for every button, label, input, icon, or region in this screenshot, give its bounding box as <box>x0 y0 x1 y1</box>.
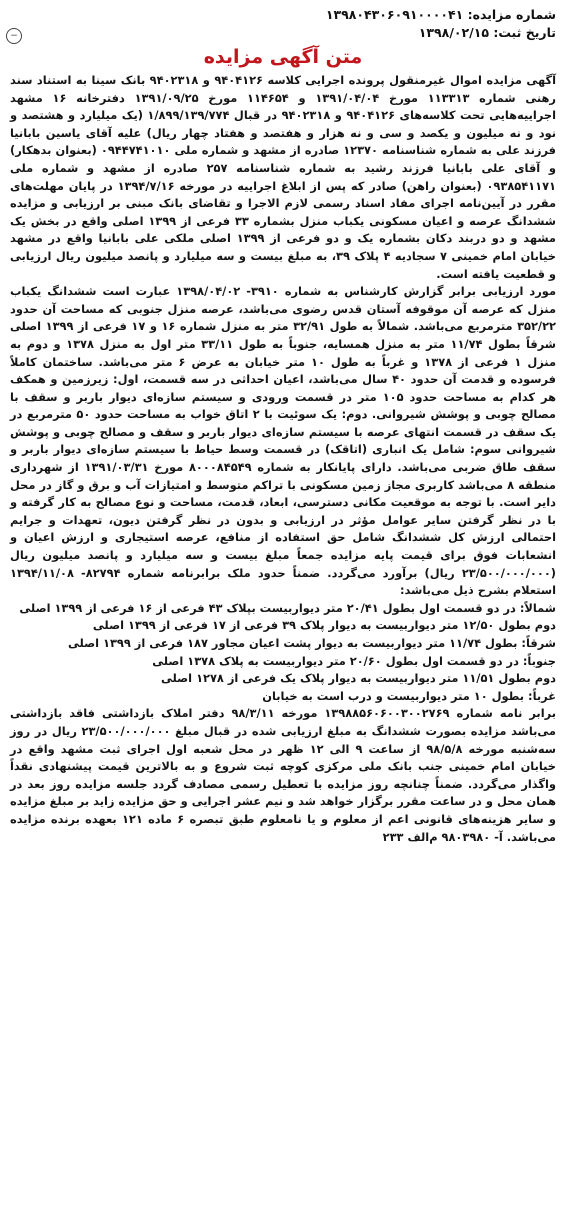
boundary-line: دوم بطول ۱۲/۵۰ متر دیواربیست به دیوار پلاک ۳۹ فرعی از ۱۷ فرعی از ۱۳۹۹ اصلی <box>92 618 556 633</box>
auction-number: شماره مزایده: ۱۳۹۸۰۴۳۰۶۰۹۱۰۰۰۰۴۱ <box>325 7 556 22</box>
registration-date: تاریخ ثبت: ۱۳۹۸/۰۲/۱۵ <box>418 25 556 40</box>
closing-paragraph: برابر نامه شماره ۱۳۹۸۸۵۶۰۶۰۰۳۰۰۲۷۶۹ مورخه ۹۸/۳/۱۱ دفتر املاک بازداشتی فاقد بازداشتی می‌باشد مزایده بصورت ششدانگ به مبلغ ارزیابی شده در قبال مبلغ ۲۳/۵۰۰/۰۰۰/۰۰۰ ریال در روز سه‌شنبه مورخه ۹۸/۵/۸ از ساعت ۹ الی ۱۲ ظهر در محل شعبه اول اجرای ثبت مشهد واقع در خیابان امام خمینی جنب بانک ملی مرکزی کوچه ثبت شروع و به بالاترین قیمت پیشنهادی نقداً واگذار می‌گردد. ضمناً چنانچه روز مزایده با تعطیل رسمی مصادف گردد جلسه مزایده روز بعد در همان محل و در ساعت مقرر برگزار خواهد شد و نیم عشر اجرایی و حق مزایده زاید بر مبلغ مزایده و سایر هزینه‌های قانونی اعم از معلوم و یا نامعلوم طبق تبصره ۶ ماده ۱۲۱ بعهده برنده مزایده می‌باشد. آ- ۹۸۰۳۹۸۰ م‌الف ۲۳۳ <box>10 706 556 844</box>
assessment-paragraph: مورد ارزیابی برابر گزارش کارشناس به شماره ۳۹۱۰- ۱۳۹۸/۰۴/۰۲ عبارت است ششدانگ یکباب منزل که عرصه آن موقوفه آستان قدس رضوی می‌باشد، عرصه منزل جنوبی که مساحت آن حدود ۳۵۲/۲۲ مترمربع می‌باشد. شمالاً به طول ۳۲/۹۱ متر به منزل شماره ۱۶ و ۱۷ فرعی از ۱۳۹۹ اصلی شرقاً بطول ۱۱/۷۴ متر به منزل همسایه، جنوباً به طول ۳۳/۱۱ متر اول به منزل ۱۳۷۸ و دوم به منزل ۱ فرعی از ۱۳۷۸ و غرباً به طول ۱۰ متر خیابان به عرض ۶ متر می‌باشد. ساختمان کاملاً فرسوده و قدمت آن حدود ۴۰ سال می‌باشد، اعیان احداثی در سه قسمت، اول: زیرزمین و همکف هر کدام به مساحت حدود ۱۰۵ متر در قسمت ورودی و سیستم سازه‌ای دیوار باربر و سقف با مصالح چوبی و پوشش شیروانی. دوم: یک سوئیت با ۲ اتاق خواب به مساحت حدود ۵۰ مترمربع در یک سقف در قسمت انتهای عرصه با سیستم سازه‌ای دیوار باربر و سقف و مصالح چوبی و پوشش شیروانی سوم: شامل یک انباری (اتاقک) در قسمت وسط حیاط با سیستم سازه‌ای دیوار باربر و سقف طاق ضربی می‌باشد. دارای پایانکار به شماره ۸۰۰۰۸۴۵۴۹ مورخ ۱۳۹۱/۰۳/۳۱ از شهرداری منطقه ۸ می‌باشد کاربری مجاز زمین مسکونی با تراکم متوسط و امتیازات آب و برق و گاز در محل دایر است. با توجه به موقعیت مکانی دسترسی، ابعاد، قدمت، مساحت و نوع مصالح به کار گرفته و با در نظر گرفتن سایر عوامل مؤثر در ارزیابی و بدون در نظر گرفتن دیون، تعهدات و جرایم احتمالی ارزش کل ششدانگ شامل حق استفاده از منافع، عرصه استیجاری و ارزش اعیان و انشعابات فوق برای قیمت پایه مزایده جمعاً مبلغ بیست و سه میلیارد و پانصد میلیون ریال (۲۳/۵۰۰/۰۰۰/۰۰۰ ریال) برآورد می‌گردد. ضمناً حدود ملک برابرنامه شماره ۸۲۷۹۴- ۱۳۹۴/۱۱/۰۸ استعلام بشرح ذیل می‌باشد: <box>10 284 557 598</box>
notice-title: متن آگهی مزایده <box>203 46 363 68</box>
circle-minus-icon: − <box>6 28 22 44</box>
boundary-line: شرقاً: بطول ۱۱/۷۴ متر دیواربیست به دیوار پشت اعیان مجاور ۱۸۷ فرعی از ۱۳۹۹ اصلی <box>67 636 556 650</box>
north-boundary-paragraph: شمالاً: در دو قسمت اول بطول ۲۰/۴۱ متر دیواربیست بپلاک ۴۳ فرعی از ۱۶ فرعی از ۱۳۹۹ اصلی <box>19 600 556 615</box>
boundary-line: غرباً: بطول ۱۰ متر دیواربیست و درب است به خیابان <box>262 688 556 703</box>
boundary-line: جنوباً: در دو قسمت اول بطول ۲۰/۶۰ متر دیواربیست به پلاک ۱۳۷۸ اصلی <box>152 653 556 668</box>
intro-paragraph: آگهی مزایده اموال غیرمنقول پرونده اجرایی کلاسه ۹۴۰۴۱۲۶ و ۹۴۰۲۳۱۸ بانک سینا به استناد سند رهنی شماره ۱۱۳۳۱۳ مورخ ۱۳۹۱/۰۴/۰۴ و ۱۱۴۶۵۴ مورخ ۱۳۹۱/۰۹/۲۵ دفترخانه ۱۶ مشهد اجراییه‌هایی تحت کلاسه‌های ۹۴۰۴۱۲۶ و ۹۴۰۲۳۱۸ در قبال ۱/۸۹۹/۱۳۹/۷۷۴ (یک میلیارد و هشتصد و نود و نه میلیون و یکصد و سی و نه هزار و هفتصد و هفتاد چهار ریال) علیه آقای یاسین بابانیا فرزند علی به شماره شناسنامه ۱۲۳۷۰ صادره از مشهد و شماره ملی ۰۹۴۴۷۴۱۰۱۰ (بعنوان بدهکار) و آقای علی بابانیا فرزند رشید به شماره شناسنامه ۲۵۷ صادره از مشهد و شماره ملی ۰۹۳۸۵۴۱۱۷۱ (بعنوان راهن) صادر که پس از ابلاغ اجراییه در مورخه ۱۳۹۴/۷/۱۶ در پایان مهلت‌های مقرر در آیین‌نامه اجرای مفاد اسناد رسمی لازم الاجرا و تقاضای بانک مبنی بر ارزیابی و مزایده ششدانگ عرصه و اعیان مسکونی یکباب منزل بشماره ۳۳ فرعی از ۱۳۹۹ اصلی واقع در بخش یک مشهد و دو دربند دکان بشماره یک و دو فرعی از ۱۳۹۹ اصلی ملکی علی بابانیا واقع در مشهد خیابان امام خمینی ۷ سجادیه ۴ پلاک ۳۹، به مبلغ بیست و سه میلیارد و پانصد میلیون ریال ارزیابی و قطعیت یافته است. <box>10 73 557 281</box>
boundary-line: دوم بطول ۱۱/۵۱ متر دیواربیست به دیوار پلاک یک فرعی از ۱۲۷۸ اصلی <box>161 671 556 686</box>
